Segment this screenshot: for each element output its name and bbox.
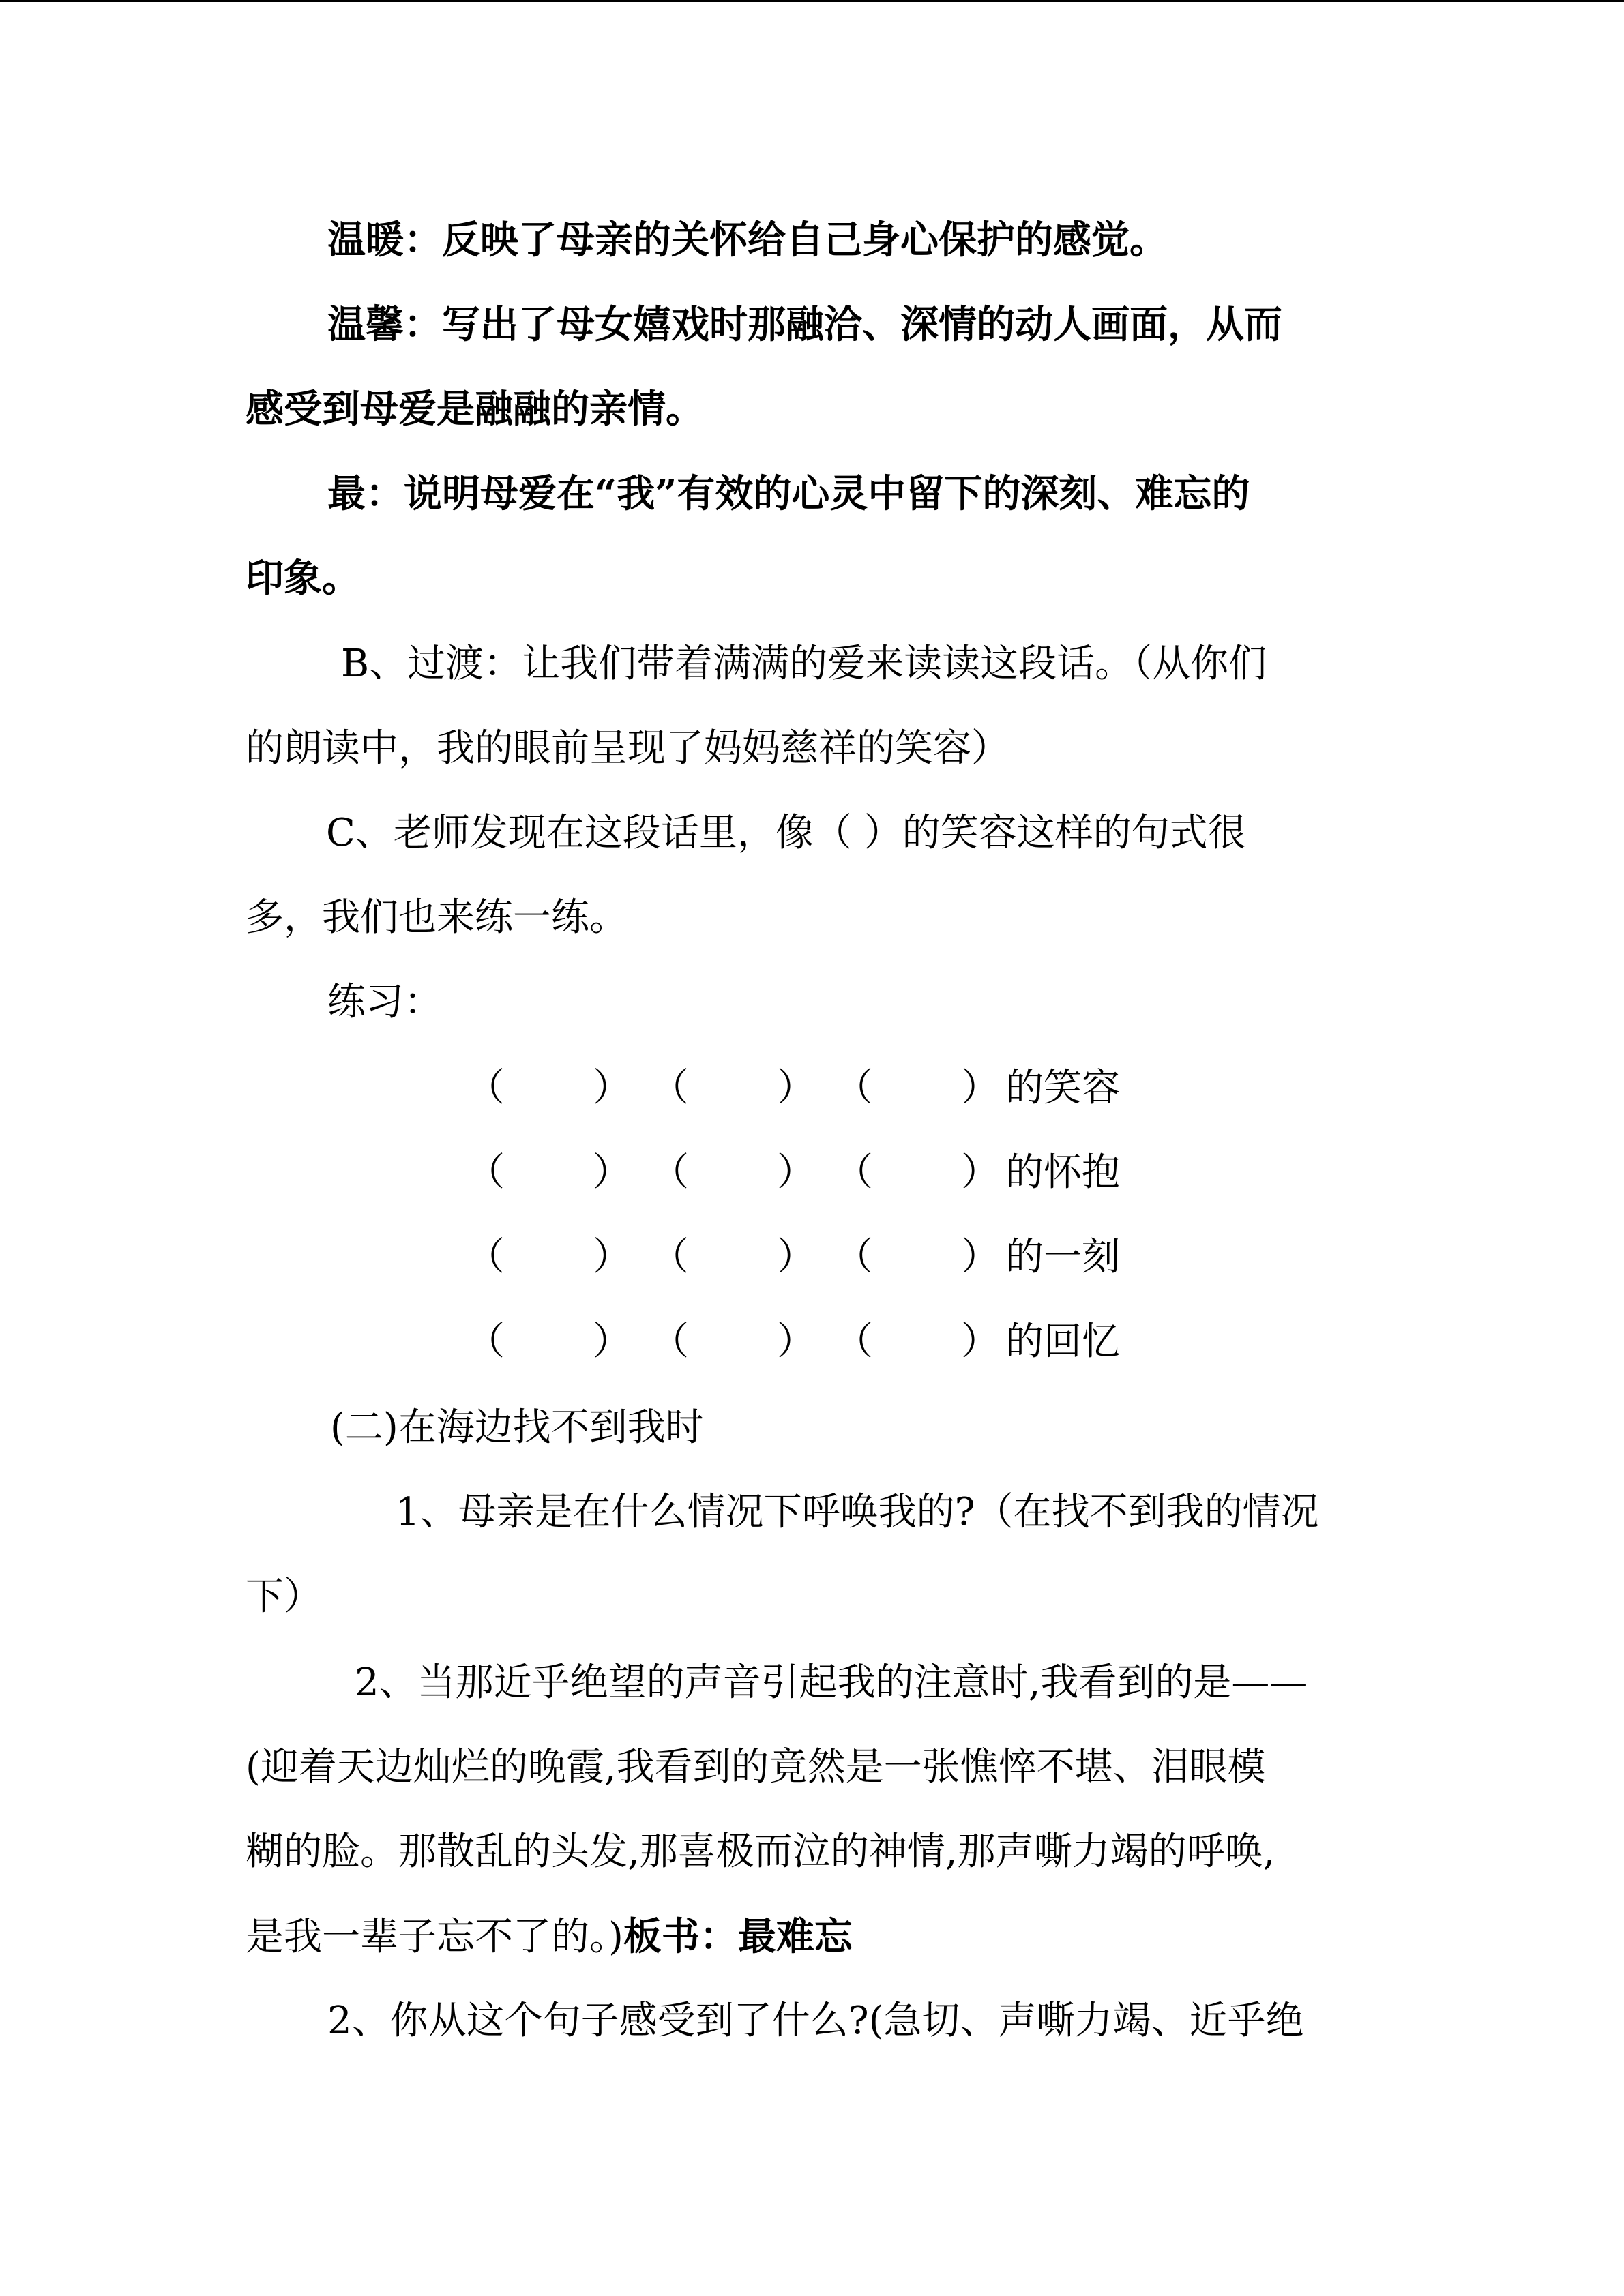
paragraph-b-line1: B、过渡：让我们带着满满的爱来读读这段话。（从你们 bbox=[341, 642, 1267, 686]
paragraph-fragrant-line2: 感受到母爱是融融的亲情。 bbox=[246, 387, 704, 432]
paragraph-fragrant-line1: 温馨：写出了母女嬉戏时那融洽、深情的动人画面，从而 bbox=[327, 302, 1282, 347]
paragraph-most-line2: 印象。 bbox=[246, 556, 360, 601]
practice-suffix: 的怀抱 bbox=[1005, 1150, 1120, 1195]
blank-open-paren: （ bbox=[651, 1066, 689, 1110]
paragraph-warm: 温暖：反映了母亲的关怀给自己身心保护的感觉。 bbox=[327, 218, 1168, 263]
blank-close-paren: ） bbox=[593, 1066, 631, 1110]
paragraph-most-line1: 最：说明母爱在“我”有效的心灵中留下的深刻、难忘的 bbox=[327, 471, 1250, 516]
question2-line4 bbox=[246, 1909, 853, 1965]
practice-suffix: 的笑容 bbox=[1005, 1066, 1120, 1110]
paragraph-b-line2: 的朗读中，我的眼前呈现了妈妈慈祥的笑容） bbox=[246, 726, 1009, 771]
practice-label: 练习： bbox=[327, 980, 442, 1024]
blank-close-paren: ） bbox=[961, 1150, 999, 1195]
blank-open-paren: （ bbox=[467, 1150, 505, 1195]
blank-close-paren: ） bbox=[961, 1320, 999, 1364]
blank-close-paren: ） bbox=[777, 1235, 815, 1279]
blank-close-paren: ） bbox=[777, 1150, 815, 1195]
practice-suffix: 的回忆 bbox=[1005, 1320, 1120, 1364]
blank-open-paren: （ bbox=[835, 1320, 873, 1364]
question1-line1: 1、母亲是在什么情况下呼唤我的?（在找不到我的情况 bbox=[396, 1490, 1319, 1534]
question2-line4-text: 是我一辈子忘不了的。) bbox=[246, 1915, 623, 1959]
blank-close-paren: ） bbox=[593, 1320, 631, 1364]
paragraph-c-line1: C、老师发现在这段话里，像（ ）的笑容这样的句式很 bbox=[326, 811, 1246, 855]
blank-open-paren: （ bbox=[835, 1150, 873, 1195]
practice-suffix: 的一刻 bbox=[1005, 1235, 1120, 1279]
blank-open-paren: （ bbox=[835, 1066, 873, 1110]
question3-line1: 2、你从这个句子感受到了什么?(急切、声嘶力竭、近乎绝 bbox=[327, 1999, 1304, 2043]
blank-open-paren: （ bbox=[467, 1320, 505, 1364]
blank-open-paren: （ bbox=[467, 1066, 505, 1110]
blank-close-paren: ） bbox=[777, 1320, 815, 1364]
blank-open-paren: （ bbox=[651, 1150, 689, 1195]
question2-line3: 糊的脸。那散乱的头发,那喜极而泣的神情,那声嘶力竭的呼唤, bbox=[246, 1830, 1275, 1874]
question2-line2: (迎着天边灿烂的晚霞,我看到的竟然是一张憔悴不堪、泪眼模 bbox=[246, 1745, 1266, 1789]
blank-open-paren: （ bbox=[467, 1235, 505, 1279]
blank-close-paren: ） bbox=[593, 1150, 631, 1195]
blank-close-paren: ） bbox=[593, 1235, 631, 1279]
section2-heading: (二)在海边找不到我时 bbox=[330, 1405, 704, 1450]
blank-open-paren: （ bbox=[651, 1320, 689, 1364]
blank-close-paren: ） bbox=[961, 1066, 999, 1110]
paragraph-c-line2: 多，我们也来练一练。 bbox=[246, 895, 628, 940]
blank-open-paren: （ bbox=[651, 1235, 689, 1279]
blackboard-note: 板书：最难忘 bbox=[623, 1914, 853, 1959]
question2-line1: 2、当那近乎绝望的声音引起我的注意时,我看到的是—— bbox=[355, 1660, 1308, 1705]
question1-line2: 下） bbox=[246, 1575, 322, 1619]
blank-close-paren: ） bbox=[961, 1235, 999, 1279]
blank-open-paren: （ bbox=[835, 1235, 873, 1279]
blank-close-paren: ） bbox=[777, 1066, 815, 1110]
page-top-border bbox=[0, 0, 1624, 2]
